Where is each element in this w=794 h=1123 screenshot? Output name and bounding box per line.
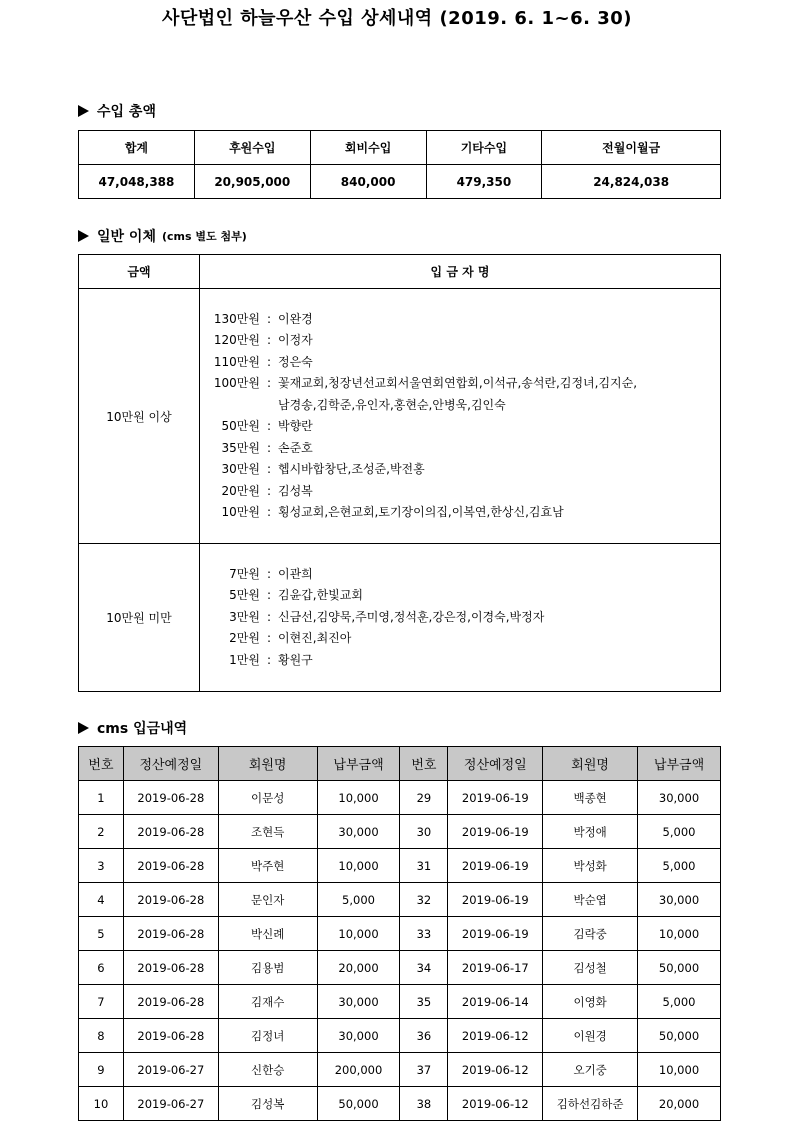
summary-total-value: 47,048,388 — [79, 165, 195, 199]
cms-cell: 6 — [79, 951, 124, 985]
donor-names: 헵시바합창단,조성준,박전홍 — [278, 462, 425, 476]
cms-cell: 7 — [79, 985, 124, 1019]
cms-cell: 이영화 — [543, 985, 638, 1019]
general-header-amount: 금액 — [79, 255, 200, 289]
cms-cell: 신한승 — [218, 1053, 317, 1087]
cms-header-cell: 납부금액 — [638, 747, 721, 781]
cms-cell: 김정녀 — [218, 1019, 317, 1053]
cms-cell: 20,000 — [638, 1087, 721, 1121]
cms-cell: 34 — [400, 951, 448, 985]
donor-row — [206, 330, 720, 352]
cms-cell: 박정애 — [543, 815, 638, 849]
donor-row — [206, 585, 720, 607]
cms-deposit-table — [78, 746, 721, 1121]
donor-list — [206, 309, 720, 524]
cms-cell: 김하선김하준 — [543, 1087, 638, 1121]
cms-cell: 30,000 — [638, 781, 721, 815]
cms-cell: 2019-06-12 — [448, 1087, 543, 1121]
donor-amount: 35만원 — [221, 440, 260, 455]
cms-cell: 37 — [400, 1053, 448, 1087]
general-header-row — [79, 255, 721, 289]
cms-header-cell: 정산예정일 — [448, 747, 543, 781]
donor-amount: 120만원 — [213, 333, 260, 347]
cms-cell: 김용범 — [218, 951, 317, 985]
general-group-names — [200, 289, 721, 544]
cms-cell: 김재수 — [218, 985, 317, 1019]
cms-cell: 2019-06-28 — [123, 1019, 218, 1053]
donor-names: 김윤갑,한빛교회 — [278, 588, 363, 603]
summary-section-heading — [78, 101, 156, 121]
cms-header-cell: 납부금액 — [317, 747, 400, 781]
cms-cell: 2019-06-14 — [448, 985, 543, 1019]
cms-cell: 30 — [400, 815, 448, 849]
separator: : — [266, 588, 272, 603]
donor-amount: 1만원 — [229, 652, 260, 667]
cms-cell: 32 — [400, 883, 448, 917]
cms-cell: 2019-06-19 — [448, 815, 543, 849]
cms-cell: 박순엽 — [543, 883, 638, 917]
cms-cell: 박주현 — [218, 849, 317, 883]
cms-cell: 5,000 — [317, 883, 400, 917]
summary-header-cell: 합계 — [79, 131, 195, 165]
donor-amount: 7만원 — [229, 566, 260, 581]
cms-cell: 2019-06-28 — [123, 985, 218, 1019]
summary-header-row — [79, 131, 721, 165]
donor-names: 신금선,김양묵,주미영,정석훈,강은정,이경숙,박정자 — [278, 609, 545, 624]
table-row — [79, 985, 721, 1019]
cms-cell: 김성철 — [543, 951, 638, 985]
summary-table — [78, 130, 721, 199]
donor-amount: 110만원 — [213, 354, 260, 369]
donor-names: 이현진,최진아 — [278, 631, 352, 646]
cms-cell: 5,000 — [638, 815, 721, 849]
cms-cell: 1 — [79, 781, 124, 815]
summary-header-cell: 기타수입 — [426, 131, 542, 165]
cms-cell: 박신례 — [218, 917, 317, 951]
separator: : — [266, 440, 272, 455]
page-title: 사단법인 하늘우산 수입 상세내역 (2019. 6. 1~6. 30) — [161, 8, 633, 29]
cms-cell: 2019-06-28 — [123, 951, 218, 985]
donor-amount: 30만원 — [221, 462, 260, 476]
cms-cell: 박성화 — [543, 849, 638, 883]
cms-cell: 10,000 — [317, 849, 400, 883]
summary-dues-value: 840,000 — [310, 165, 426, 199]
cms-cell: 오기중 — [543, 1053, 638, 1087]
separator: : — [266, 376, 272, 390]
cms-cell: 5,000 — [638, 985, 721, 1019]
separator: : — [266, 311, 272, 326]
cms-cell: 30,000 — [638, 883, 721, 917]
cms-cell: 2019-06-28 — [123, 849, 218, 883]
cms-cell: 36 — [400, 1019, 448, 1053]
separator: : — [266, 652, 272, 667]
general-group-label: 10만원 이상 — [79, 289, 200, 544]
cms-header-cell: 번호 — [400, 747, 448, 781]
cms-cell: 10,000 — [638, 917, 721, 951]
cms-cell: 8 — [79, 1019, 124, 1053]
triangle-right-icon — [78, 230, 89, 242]
summary-donation-value: 20,905,000 — [194, 165, 310, 199]
separator — [260, 395, 278, 417]
cms-cell: 5,000 — [638, 849, 721, 883]
donor-names: 횡성교회,은현교회,토기장이의집,이복연,한상신,김효남 — [278, 505, 564, 519]
cms-cell: 2019-06-12 — [448, 1053, 543, 1087]
table-row — [79, 815, 721, 849]
cms-cell: 29 — [400, 781, 448, 815]
donor-amount: 5만원 — [229, 588, 260, 603]
cms-section-heading — [78, 718, 187, 738]
cms-header-row — [79, 747, 721, 781]
table-row — [79, 951, 721, 985]
donor-amount: 20만원 — [221, 483, 260, 498]
separator: : — [266, 505, 272, 519]
cms-cell: 10 — [79, 1087, 124, 1121]
donor-row — [206, 395, 720, 417]
donor-row — [206, 459, 720, 481]
cms-cell: 50,000 — [638, 951, 721, 985]
donor-names: 이정자 — [278, 333, 313, 347]
cms-cell: 10,000 — [638, 1053, 721, 1087]
separator: : — [266, 419, 272, 433]
triangle-right-icon — [78, 105, 89, 117]
cms-cell: 2019-06-17 — [448, 951, 543, 985]
table-row — [79, 1019, 721, 1053]
general-group-row — [79, 544, 721, 692]
donor-names: 김성복 — [278, 483, 313, 498]
cms-cell: 2019-06-27 — [123, 1053, 218, 1087]
cms-cell: 200,000 — [317, 1053, 400, 1087]
cms-cell: 30,000 — [317, 815, 400, 849]
cms-cell: 9 — [79, 1053, 124, 1087]
general-header-names: 입 금 자 명 — [200, 255, 721, 289]
table-row — [79, 1053, 721, 1087]
donor-row — [206, 438, 720, 460]
separator: : — [266, 354, 272, 369]
summary-header-cell: 회비수입 — [310, 131, 426, 165]
cms-section-label: cms 입금내역 — [97, 721, 188, 737]
cms-cell: 10,000 — [317, 917, 400, 951]
cms-cell: 이문성 — [218, 781, 317, 815]
donor-names: 꽃재교회,청장년선교회서울연회연합회,이석규,송석란,김정녀,김지순, — [278, 376, 638, 390]
summary-carryover-value: 24,824,038 — [542, 165, 721, 199]
donor-names: 이완경 — [278, 311, 313, 326]
donor-amount: 10만원 — [221, 505, 260, 519]
cms-cell: 20,000 — [317, 951, 400, 985]
donor-names: 황원구 — [278, 652, 313, 667]
cms-cell: 문인자 — [218, 883, 317, 917]
cms-cell: 김락중 — [543, 917, 638, 951]
cms-header-cell: 정산예정일 — [123, 747, 218, 781]
cms-header-cell: 번호 — [79, 747, 124, 781]
cms-cell: 김성복 — [218, 1087, 317, 1121]
cms-cell: 백종현 — [543, 781, 638, 815]
separator: : — [266, 483, 272, 498]
cms-cell: 2 — [79, 815, 124, 849]
cms-cell: 2019-06-12 — [448, 1019, 543, 1053]
table-row — [79, 917, 721, 951]
donor-amount: 2만원 — [229, 631, 260, 646]
general-section-heading — [78, 226, 247, 246]
summary-value-row — [79, 165, 721, 199]
cms-cell: 30,000 — [317, 985, 400, 1019]
cms-cell: 3 — [79, 849, 124, 883]
cms-cell: 2019-06-28 — [123, 883, 218, 917]
summary-header-cell: 후원수입 — [194, 131, 310, 165]
cms-cell: 이원경 — [543, 1019, 638, 1053]
cms-cell: 30,000 — [317, 1019, 400, 1053]
table-row — [79, 883, 721, 917]
donor-row — [206, 628, 720, 650]
cms-cell: 2019-06-19 — [448, 917, 543, 951]
donor-amount: 50만원 — [221, 419, 260, 433]
general-group-names — [200, 544, 721, 692]
general-transfer-table — [78, 254, 721, 692]
donor-row — [206, 650, 720, 672]
general-group-label: 10만원 미만 — [79, 544, 200, 692]
cms-cell: 4 — [79, 883, 124, 917]
cms-header-cell: 회원명 — [218, 747, 317, 781]
donor-row — [206, 373, 720, 395]
cms-cell: 50,000 — [317, 1087, 400, 1121]
donor-names: 정은숙 — [278, 354, 313, 369]
donor-amount: 3만원 — [229, 609, 260, 624]
general-section-label: 일반 이체 — [97, 229, 156, 245]
cms-cell: 2019-06-28 — [123, 781, 218, 815]
cms-cell: 38 — [400, 1087, 448, 1121]
table-row — [79, 1087, 721, 1121]
summary-header-cell: 전월이월금 — [542, 131, 721, 165]
cms-cell: 2019-06-28 — [123, 917, 218, 951]
donor-row — [206, 564, 720, 586]
cms-cell: 31 — [400, 849, 448, 883]
general-group-row — [79, 289, 721, 544]
cms-cell: 33 — [400, 917, 448, 951]
donor-row — [206, 607, 720, 629]
separator: : — [266, 462, 272, 476]
donor-amount — [206, 395, 260, 417]
cms-cell: 2019-06-28 — [123, 815, 218, 849]
cms-cell: 35 — [400, 985, 448, 1019]
table-row — [79, 781, 721, 815]
cms-cell: 2019-06-19 — [448, 883, 543, 917]
donor-row — [206, 309, 720, 331]
separator: : — [266, 566, 272, 581]
cms-cell: 조현득 — [218, 815, 317, 849]
donor-names: 이관희 — [278, 566, 313, 581]
donor-list — [206, 564, 720, 672]
separator: : — [266, 609, 272, 624]
donor-row — [206, 481, 720, 503]
table-row — [79, 849, 721, 883]
triangle-right-icon — [78, 722, 89, 734]
cms-header-cell: 회원명 — [543, 747, 638, 781]
cms-cell: 2019-06-27 — [123, 1087, 218, 1121]
donor-row — [206, 502, 720, 524]
cms-cell: 50,000 — [638, 1019, 721, 1053]
summary-section-label: 수입 총액 — [97, 104, 156, 120]
donor-names: 박향란 — [278, 419, 313, 433]
summary-other-value: 479,350 — [426, 165, 542, 199]
cms-cell: 10,000 — [317, 781, 400, 815]
general-section-note: (cms 별도 첨부) — [161, 230, 247, 243]
donor-amount: 100만원 — [213, 376, 260, 390]
cms-cell: 2019-06-19 — [448, 849, 543, 883]
donor-amount: 130만원 — [213, 311, 260, 326]
separator: : — [266, 631, 272, 646]
donor-names: 손준호 — [278, 440, 313, 455]
cms-cell: 5 — [79, 917, 124, 951]
donor-names: 남경송,김학준,유인자,홍현순,안병욱,김인숙 — [278, 397, 506, 412]
cms-cell: 2019-06-19 — [448, 781, 543, 815]
donor-row — [206, 352, 720, 374]
separator: : — [266, 333, 272, 347]
donor-row — [206, 416, 720, 438]
